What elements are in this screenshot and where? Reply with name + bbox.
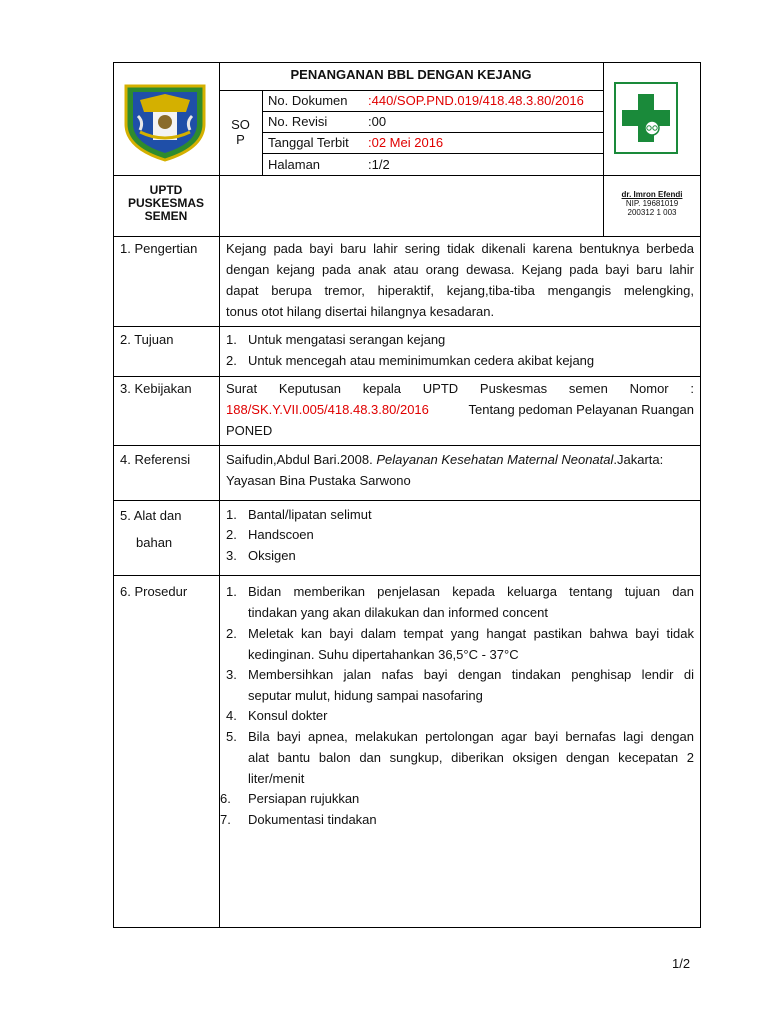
grid-line [113, 376, 701, 377]
prosedur-line: tindakan yang akan dilakukan dan informed concent [248, 605, 548, 620]
prosedur-number: 6. [220, 791, 231, 806]
kebijakan-line-1: Surat Keputusan kepala UPTD Puskesmas semen Nomor : [226, 381, 694, 396]
grid-line [262, 153, 603, 154]
grid-line [113, 500, 701, 501]
puskesmas-logo [614, 82, 678, 154]
prosedur-number: 4. [226, 708, 237, 723]
no-revisi-value: :00 [368, 114, 387, 129]
grid-line [113, 445, 701, 446]
sop-label [219, 117, 262, 147]
alat-item: Bantal/lipatan selimut [248, 507, 372, 522]
kebijakan-line-2 [226, 399, 694, 420]
prosedur-number: 7. [220, 812, 231, 827]
document-title: PENANGANAN BBL DENGAN KEJANG [290, 67, 532, 82]
alat-number: 1. [226, 507, 237, 522]
tujuan-number: 1. [226, 332, 237, 347]
alat-item: Oksigen [248, 548, 296, 563]
referensi-author: Saifudin,Abdul Bari.2008. [226, 452, 377, 467]
tujuan-number: 2. [226, 353, 237, 368]
no-dokumen-value: :440/SOP.PND.019/418.48.3.80/2016 [368, 93, 584, 108]
grid-line [262, 132, 603, 133]
unit-line-1: UPTD [149, 183, 183, 197]
prosedur-line: Bidan memberikan penjelasan kepada keluarga tentang tujuan dan [248, 584, 694, 599]
prosedur-item: Konsul dokter [248, 708, 328, 723]
pengertian-line: dengan kejang pada anak atau orang dewasa. Kejang pada bayi baru lahir [226, 262, 694, 277]
prosedur-line: Meletak kan bayi dalam tempat yang hangat pastikan bahwa bayi tidak [248, 626, 694, 641]
kebijakan-text [226, 378, 694, 441]
kebijakan-line-3: PONED [226, 423, 273, 438]
pengertian-line: tonus otot hilang disertai hilangnya kesadaran. [226, 304, 495, 319]
pengertian-label: 1. Pengertian [120, 241, 198, 256]
alat-number: 3. [226, 548, 237, 563]
halaman-label: Halaman [268, 157, 321, 172]
tanggal-terbit-label: Tanggal Terbit [268, 135, 349, 150]
no-dokumen-label: No. Dokumen [268, 93, 348, 108]
pengertian-line: dapat berupa tremor, hiperaktif, kejang,tiba-tiba mengangis melengking, [226, 283, 694, 298]
prosedur-line: liter/menit [248, 771, 305, 786]
grid-line [113, 175, 701, 176]
alat-label-2: bahan [136, 535, 173, 550]
grid-line [113, 326, 701, 327]
referensi-line-1 [226, 449, 694, 470]
signer-nip-1: NIP. 19681019 [625, 199, 679, 208]
pengertian-text [226, 238, 694, 322]
referensi-city: .Jakarta: [613, 452, 664, 467]
page-number: 1/2 [672, 956, 691, 971]
sop-label-line-2: P [236, 132, 245, 147]
no-revisi-label: No. Revisi [268, 114, 328, 129]
prosedur-number: 5. [226, 729, 237, 744]
tujuan-item: Untuk mengatasi serangan kejang [248, 332, 446, 347]
grid-line [219, 90, 603, 91]
tujuan-item: Untuk mencegah atau meminimumkan cedera akibat kejang [248, 353, 595, 368]
prosedur-item [248, 623, 694, 665]
signer-name: dr. Imron Efendi [621, 190, 683, 199]
prosedur-number: 2. [226, 626, 237, 641]
tanggal-terbit-value: :02 Mei 2016 [368, 135, 444, 150]
alat-item: Handscoen [248, 527, 314, 542]
prosedur-item [248, 664, 694, 706]
referensi-book-title: Pelayanan Kesehatan Maternal Neonatal [376, 452, 614, 467]
prosedur-label: 6. Prosedur [120, 584, 188, 599]
prosedur-number: 3. [226, 667, 237, 682]
sop-label-line-1: SO [231, 117, 250, 132]
kebijakan-label: 3. Kebijakan [120, 381, 192, 396]
prosedur-line: seputar mulut, hidung sampai nasofaring [248, 688, 483, 703]
referensi-text [226, 449, 694, 491]
grid-line [113, 236, 701, 237]
unit-line-2: PUSKESMAS [127, 196, 204, 210]
prosedur-item: Dokumentasi tindakan [248, 812, 377, 827]
alat-label-1: 5. Alat dan [120, 508, 182, 523]
prosedur-line: Bila bayi apnea, melakukan pertolongan agar bayi bernafas lagi dengan [248, 729, 694, 744]
kebijakan-decree-number: 188/SK.Y.VII.005/418.48.3.80/2016 [226, 402, 429, 417]
signer-nip-2: 200312 1 003 [627, 208, 677, 217]
referensi-line-2: Yayasan Bina Pustaka Sarwono [226, 473, 411, 488]
pengertian-line: Kejang pada bayi baru lahir sering tidak dikenali karena bentuknya berbeda [226, 241, 694, 256]
prosedur-item [248, 581, 694, 623]
signer-block [603, 190, 701, 217]
unit-name [113, 184, 219, 223]
prosedur-line: Membersihkan jalan nafas bayi dengan tindakan penghisap lendir di [248, 667, 694, 682]
regional-emblem [120, 82, 210, 162]
halaman-value: :1/2 [368, 157, 390, 172]
grid-line [262, 111, 603, 112]
prosedur-number: 1. [226, 584, 237, 599]
unit-line-3: SEMEN [144, 209, 188, 223]
kebijakan-line-2-rest: Tentang pedoman Pelayanan Ruangan [465, 402, 694, 417]
prosedur-item: Persiapan rujukkan [248, 791, 360, 806]
alat-number: 2. [226, 527, 237, 542]
prosedur-line: kedinginan. Suhu dipertahankan 36,5°C - 37°C [248, 647, 519, 662]
referensi-label: 4. Referensi [120, 452, 191, 467]
prosedur-line: alat bantu balon dan sungkup, diberikan oksigen dengan kecepatan 2 [248, 750, 694, 765]
grid-line [113, 575, 701, 576]
prosedur-item [248, 726, 694, 789]
tujuan-label: 2. Tujuan [120, 332, 174, 347]
